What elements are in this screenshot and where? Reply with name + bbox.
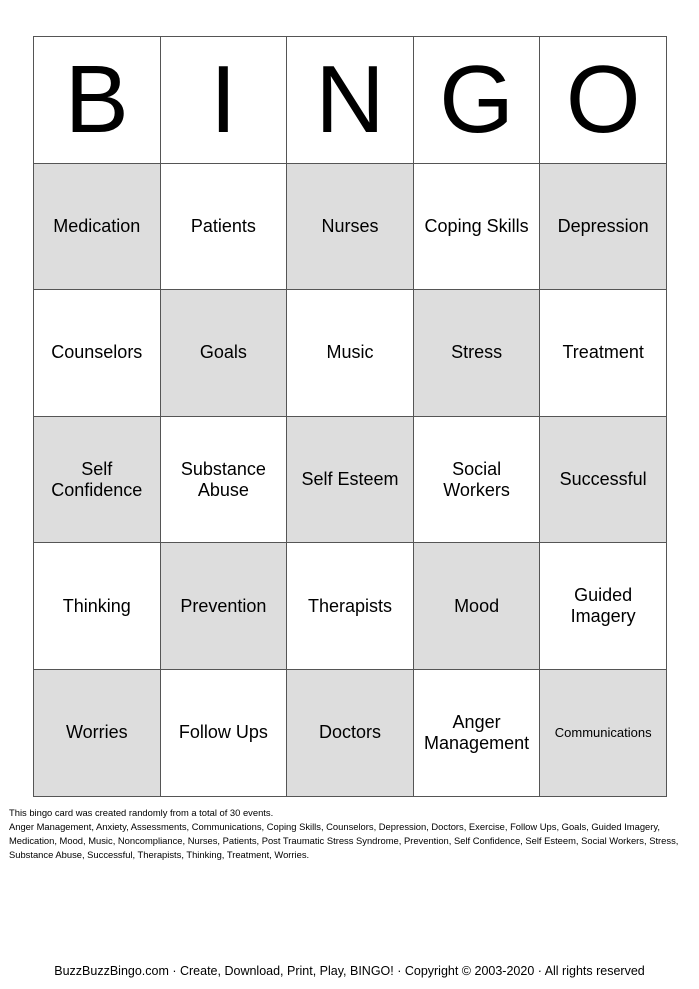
bingo-cell: Nurses [287,164,414,291]
note-summary: This bingo card was created randomly from a total of 30 events. [9,807,274,818]
bingo-cell: Coping Skills [414,164,541,291]
bingo-cell: Counselors [34,290,161,417]
bingo-cell: Treatment [540,290,667,417]
footer-copyright: BuzzBuzzBingo.com · Create, Download, Print, Play, BINGO! · Copyright © 2003-2020 · All rights reserved [54,964,645,978]
bingo-cell: Anger Management [414,670,541,797]
bingo-cell: Follow Ups [161,670,288,797]
note-event-list: Anger Management, Anxiety, Assessments, Communications, Coping Skills, Counselors, Depression, Doctors, Exercise, Follow Ups, Goals, Guided Imagery, Medication, Mood, Music, Noncompliance, Nurses, Patients, Post Traumatic Stress Syndrome, Prevention, Self Confidence, Self Esteem, Social Workers, Stress, Substance Abuse, Successful, Therapists, Thinking, Treatment, Worries. [9,821,679,860]
bingo-cell: Therapists [287,543,414,670]
bingo-cell: Music [287,290,414,417]
bingo-board [33,36,667,797]
bingo-cell: Mood [414,543,541,670]
bingo-cell: Stress [414,290,541,417]
bingo-cell: Successful [540,417,667,544]
bingo-cell: Patients [161,164,288,291]
bingo-cell: Goals [161,290,288,417]
card-note [9,806,689,862]
header-letter-i: I [161,37,288,164]
bingo-cell: Guided Imagery [540,543,667,670]
header-letter-n: N [287,37,414,164]
bingo-cell: Medication [34,164,161,291]
bingo-cell: Prevention [161,543,288,670]
bingo-cell: Substance Abuse [161,417,288,544]
header-letter-o: O [540,37,667,164]
bingo-cell: Self Esteem [287,417,414,544]
bingo-cell: Social Workers [414,417,541,544]
bingo-cell: Doctors [287,670,414,797]
bingo-cell: Depression [540,164,667,291]
bingo-cell: Self Confidence [34,417,161,544]
bingo-cell: Communications [540,670,667,797]
bingo-cell: Worries [34,670,161,797]
header-letter-g: G [414,37,541,164]
bingo-cell: Thinking [34,543,161,670]
header-letter-b: B [34,37,161,164]
